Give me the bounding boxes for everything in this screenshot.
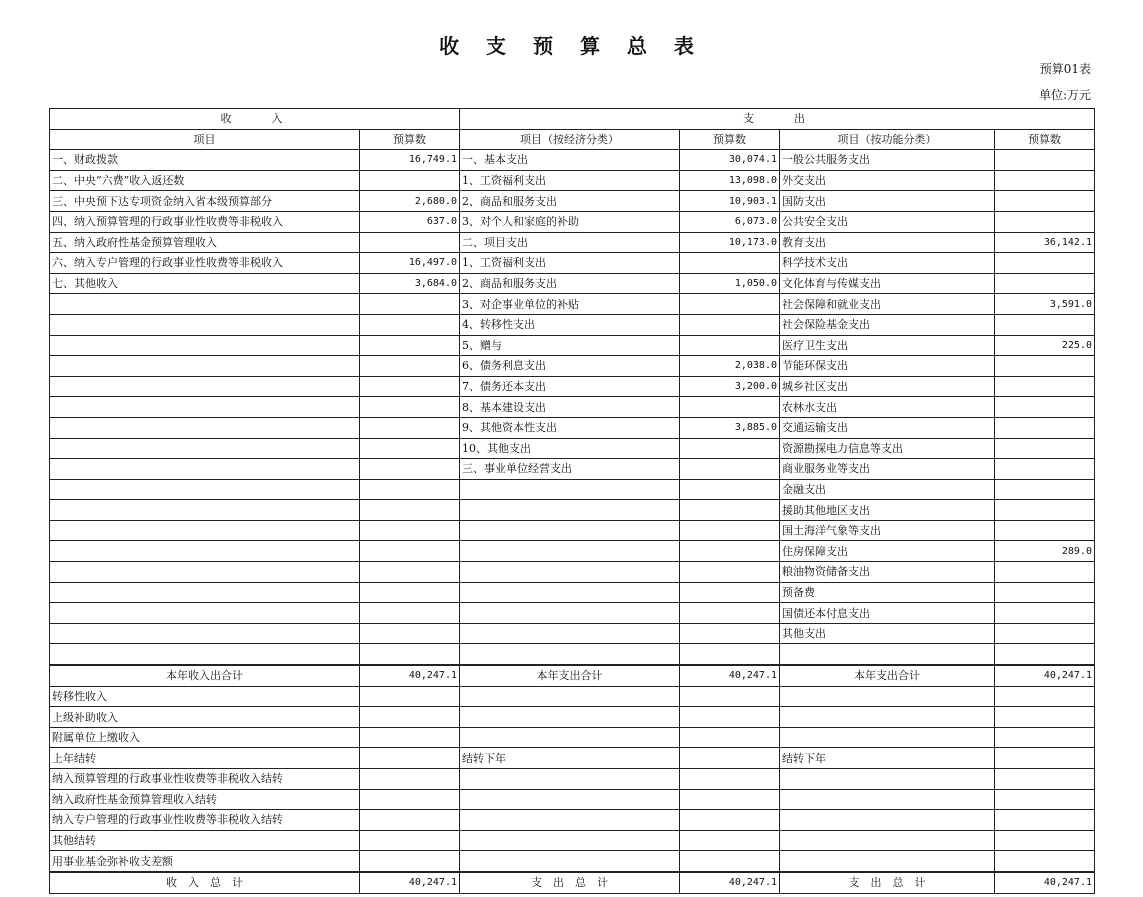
expense-func-budget-value — [995, 417, 1095, 438]
income-budget-value — [360, 397, 460, 418]
column-header-row — [50, 129, 1095, 150]
expense-func-budget-value — [995, 273, 1095, 294]
expense-econ-item-label — [460, 520, 680, 541]
table-row — [50, 686, 1095, 707]
table-row — [50, 356, 1095, 377]
expense-func-budget-value — [995, 562, 1095, 583]
table-row — [50, 314, 1095, 335]
expense-func-budget-value — [995, 479, 1095, 500]
table-row — [50, 294, 1095, 315]
expense-econ-item-label — [460, 644, 680, 665]
year-expense-func-total-label: 本年支出合计 — [780, 665, 995, 686]
unit-label: 单位:万元 — [1038, 88, 1091, 102]
expense-econ-item-label: 3、对企事业单位的补贴 — [460, 294, 680, 315]
expense-func-item-label: 教育支出 — [780, 232, 995, 253]
carry-fund-label: 纳入政府性基金预算管理收入结转 — [50, 789, 360, 810]
expense-func-item-label: 援助其他地区支出 — [780, 500, 995, 521]
income-budget-value — [360, 232, 460, 253]
expense-econ-budget-value — [680, 603, 780, 624]
table-row — [50, 232, 1095, 253]
expense-func-item-label: 预备费 — [780, 582, 995, 603]
affiliated-income-label: 附属单位上缴收入 — [50, 727, 360, 748]
income-item-label — [50, 438, 360, 459]
income-item-label — [50, 335, 360, 356]
table-row — [50, 830, 1095, 851]
fund-balance-label: 用事业基金弥补收支差额 — [50, 851, 360, 872]
expense-econ-item-label: 9、其他资本性支出 — [460, 417, 680, 438]
table-row — [50, 851, 1095, 872]
income-item-label — [50, 294, 360, 315]
expense-econ-item-label — [460, 500, 680, 521]
expense-econ-budget-value — [680, 541, 780, 562]
page-title: 收 支 预 算 总 表 — [439, 34, 704, 58]
expense-econ-item-label: 2、商品和服务支出 — [460, 191, 680, 212]
expense-func-item-label: 农林水支出 — [780, 397, 995, 418]
expense-func-item-label: 资源勘探电力信息等支出 — [780, 438, 995, 459]
income-budget-value — [360, 582, 460, 603]
carry-next-func-label: 结转下年 — [780, 748, 995, 769]
income-budget-value — [360, 459, 460, 480]
income-item-label — [50, 541, 360, 562]
expense-func-item-label: 国债还本付息支出 — [780, 603, 995, 624]
table-row — [50, 541, 1095, 562]
expense-econ-budget-value — [680, 479, 780, 500]
prior-carryover-label: 上年结转 — [50, 748, 360, 769]
table-row — [50, 789, 1095, 810]
income-budget-value — [360, 520, 460, 541]
carry-next-econ-label: 结转下年 — [460, 748, 680, 769]
income-budget-value — [360, 603, 460, 624]
grand-expense-func-total-value: 40,247.1 — [995, 872, 1095, 893]
grand-income-total-label: 收 入 总 计 — [50, 872, 360, 893]
expense-func-item-label: 公共安全支出 — [780, 211, 995, 232]
table-row — [50, 582, 1095, 603]
year-expense-econ-total-label: 本年支出合计 — [460, 665, 680, 686]
budget-table — [49, 108, 1095, 894]
income-budget-value — [360, 170, 460, 191]
grand-income-total-value: 40,247.1 — [360, 872, 460, 893]
income-budget-value — [360, 335, 460, 356]
table-row — [50, 211, 1095, 232]
income-budget-value: 2,680.0 — [360, 191, 460, 212]
expense-econ-item-label — [460, 603, 680, 624]
expense-func-budget-value — [995, 314, 1095, 335]
income-item-label: 一、财政拨款 — [50, 150, 360, 171]
grand-expense-econ-total-label: 支 出 总 计 — [460, 872, 680, 893]
expense-func-item-label: 国防支出 — [780, 191, 995, 212]
expense-econ-budget-value — [680, 644, 780, 665]
expense-econ-budget-value: 3,200.0 — [680, 376, 780, 397]
table-row — [50, 769, 1095, 790]
income-item-label — [50, 397, 360, 418]
expense-econ-budget-value — [680, 397, 780, 418]
income-budget-value — [360, 314, 460, 335]
table-row — [50, 707, 1095, 728]
expense-econ-budget-value: 10,173.0 — [680, 232, 780, 253]
expense-econ-item-label — [460, 562, 680, 583]
income-item-label — [50, 520, 360, 541]
year-total-row — [50, 665, 1095, 686]
income-item-label — [50, 623, 360, 644]
income-budget-value: 637.0 — [360, 211, 460, 232]
income-budget-value — [360, 562, 460, 583]
table-row — [50, 479, 1095, 500]
expense-econ-budget-value: 2,038.0 — [680, 356, 780, 377]
expense-func-budget-value: 289.0 — [995, 541, 1095, 562]
col-header-item: 项目 — [50, 129, 360, 150]
form-number: 预算01表 — [1039, 62, 1091, 76]
income-item-label — [50, 459, 360, 480]
table-row — [50, 810, 1095, 831]
section-header-row — [50, 109, 1095, 130]
expense-func-budget-value — [995, 191, 1095, 212]
grand-expense-func-total-label: 支 出 总 计 — [780, 872, 995, 893]
table-row — [50, 335, 1095, 356]
expense-func-item-label: 节能环保支出 — [780, 356, 995, 377]
expense-section-header: 支 出 — [460, 109, 1095, 130]
table-row — [50, 376, 1095, 397]
expense-econ-item-label: 7、债务还本支出 — [460, 376, 680, 397]
expense-econ-budget-value: 6,073.0 — [680, 211, 780, 232]
grand-expense-econ-total-value: 40,247.1 — [680, 872, 780, 893]
expense-econ-item-label: 3、对个人和家庭的补助 — [460, 211, 680, 232]
income-item-label — [50, 500, 360, 521]
expense-func-budget-value — [995, 603, 1095, 624]
carry-nontax-label: 纳入预算管理的行政事业性收费等非税收入结转 — [50, 769, 360, 790]
income-budget-value — [360, 438, 460, 459]
expense-econ-budget-value — [680, 335, 780, 356]
income-item-label: 六、纳入专户管理的行政事业性收费等非税收入 — [50, 253, 360, 274]
expense-econ-item-label: 二、项目支出 — [460, 232, 680, 253]
grand-total-row — [50, 872, 1095, 893]
expense-func-item-label: 医疗卫生支出 — [780, 335, 995, 356]
expense-econ-budget-value: 10,903.1 — [680, 191, 780, 212]
table-row — [50, 170, 1095, 191]
table-row — [50, 438, 1095, 459]
income-budget-value: 16,497.0 — [360, 253, 460, 274]
income-item-label — [50, 314, 360, 335]
income-item-label — [50, 582, 360, 603]
expense-econ-budget-value — [680, 314, 780, 335]
expense-func-item-label: 外交支出 — [780, 170, 995, 191]
expense-econ-item-label — [460, 623, 680, 644]
income-item-label: 四、纳入预算管理的行政事业性收费等非税收入 — [50, 211, 360, 232]
col-header-item-econ: 项目（按经济分类） — [460, 129, 680, 150]
income-item-label — [50, 562, 360, 583]
income-budget-value — [360, 376, 460, 397]
expense-func-budget-value — [995, 459, 1095, 480]
expense-econ-budget-value: 1,050.0 — [680, 273, 780, 294]
income-item-label — [50, 376, 360, 397]
expense-econ-budget-value — [680, 294, 780, 315]
year-income-total-label: 本年收入出合计 — [50, 665, 360, 686]
expense-func-budget-value — [995, 644, 1095, 665]
expense-econ-item-label: 5、赠与 — [460, 335, 680, 356]
income-budget-value: 16,749.1 — [360, 150, 460, 171]
expense-econ-budget-value — [680, 500, 780, 521]
income-budget-value — [360, 417, 460, 438]
expense-econ-budget-value: 13,098.0 — [680, 170, 780, 191]
expense-func-item-label: 社会保险基金支出 — [780, 314, 995, 335]
table-row — [50, 520, 1095, 541]
expense-func-item-label: 文化体育与传媒支出 — [780, 273, 995, 294]
expense-func-budget-value: 3,591.0 — [995, 294, 1095, 315]
expense-func-budget-value — [995, 150, 1095, 171]
year-expense-econ-total-value: 40,247.1 — [680, 665, 780, 686]
expense-func-budget-value — [995, 623, 1095, 644]
expense-func-budget-value — [995, 211, 1095, 232]
table-row — [50, 417, 1095, 438]
expense-econ-budget-value — [680, 459, 780, 480]
table-row — [50, 603, 1095, 624]
col-header-budget-econ: 预算数 — [680, 129, 780, 150]
expense-func-budget-value — [995, 520, 1095, 541]
table-row — [50, 500, 1095, 521]
expense-func-item-label — [780, 644, 995, 665]
table-row — [50, 150, 1095, 171]
expense-econ-item-label: 1、工资福利支出 — [460, 170, 680, 191]
income-budget-value — [360, 623, 460, 644]
expense-econ-budget-value: 3,885.0 — [680, 417, 780, 438]
expense-func-budget-value — [995, 397, 1095, 418]
expense-econ-item-label: 1、工资福利支出 — [460, 253, 680, 274]
table-row — [50, 623, 1095, 644]
table-row — [50, 253, 1095, 274]
superior-subsidy-label: 上级补助收入 — [50, 707, 360, 728]
expense-func-item-label: 粮油物资储备支出 — [780, 562, 995, 583]
expense-econ-item-label: 2、商品和服务支出 — [460, 273, 680, 294]
income-item-label — [50, 644, 360, 665]
expense-econ-item-label: 6、债务利息支出 — [460, 356, 680, 377]
col-header-item-func: 项目（按功能分类） — [780, 129, 995, 150]
table-row — [50, 397, 1095, 418]
table-row — [50, 459, 1095, 480]
expense-econ-item-label: 10、其他支出 — [460, 438, 680, 459]
income-budget-value — [360, 294, 460, 315]
transfer-income-label: 转移性收入 — [50, 686, 360, 707]
table-row — [50, 562, 1095, 583]
income-budget-value — [360, 356, 460, 377]
income-item-label — [50, 603, 360, 624]
year-expense-func-total-value: 40,247.1 — [995, 665, 1095, 686]
expense-func-budget-value — [995, 376, 1095, 397]
expense-econ-item-label: 4、转移性支出 — [460, 314, 680, 335]
expense-econ-budget-value: 30,074.1 — [680, 150, 780, 171]
expense-func-item-label: 其他支出 — [780, 623, 995, 644]
expense-func-budget-value — [995, 170, 1095, 191]
col-header-budget-func: 预算数 — [995, 129, 1095, 150]
expense-func-item-label: 住房保障支出 — [780, 541, 995, 562]
table-row — [50, 191, 1095, 212]
expense-func-budget-value — [995, 500, 1095, 521]
expense-func-item-label: 社会保障和就业支出 — [780, 294, 995, 315]
expense-econ-budget-value — [680, 438, 780, 459]
expense-econ-item-label — [460, 582, 680, 603]
income-item-label — [50, 479, 360, 500]
income-budget-value — [360, 479, 460, 500]
income-item-label: 七、其他收入 — [50, 273, 360, 294]
expense-func-item-label: 一般公共服务支出 — [780, 150, 995, 171]
expense-econ-budget-value — [680, 520, 780, 541]
expense-func-item-label: 科学技术支出 — [780, 253, 995, 274]
expense-econ-budget-value — [680, 253, 780, 274]
table-row — [50, 727, 1095, 748]
income-budget-value: 3,684.0 — [360, 273, 460, 294]
col-header-budget: 预算数 — [360, 129, 460, 150]
expense-econ-budget-value — [680, 562, 780, 583]
carry-other-label: 其他结转 — [50, 830, 360, 851]
income-section-header: 收 入 — [50, 109, 460, 130]
expense-func-budget-value — [995, 582, 1095, 603]
expense-func-budget-value — [995, 356, 1095, 377]
expense-func-budget-value — [995, 253, 1095, 274]
expense-econ-budget-value — [680, 623, 780, 644]
income-budget-value — [360, 500, 460, 521]
expense-func-budget-value: 225.0 — [995, 335, 1095, 356]
income-item-label: 五、纳入政府性基金预算管理收入 — [50, 232, 360, 253]
expense-func-item-label: 金融支出 — [780, 479, 995, 500]
income-budget-value — [360, 644, 460, 665]
expense-econ-item-label — [460, 479, 680, 500]
expense-econ-item-label — [460, 541, 680, 562]
income-item-label: 三、中央预下达专项资金纳入省本级预算部分 — [50, 191, 360, 212]
carry-special-label: 纳入专户管理的行政事业性收费等非税收入结转 — [50, 810, 360, 831]
table-row — [50, 644, 1095, 665]
expense-func-item-label: 国土海洋气象等支出 — [780, 520, 995, 541]
income-item-label: 二、中央“六费”收入返还数 — [50, 170, 360, 191]
expense-func-item-label: 交通运输支出 — [780, 417, 995, 438]
table-row — [50, 273, 1095, 294]
expense-func-budget-value: 36,142.1 — [995, 232, 1095, 253]
expense-econ-item-label: 一、基本支出 — [460, 150, 680, 171]
expense-econ-item-label: 三、事业单位经营支出 — [460, 459, 680, 480]
table-row — [50, 748, 1095, 769]
income-item-label — [50, 417, 360, 438]
expense-econ-budget-value — [680, 582, 780, 603]
income-budget-value — [360, 541, 460, 562]
income-item-label — [50, 356, 360, 377]
expense-func-item-label: 商业服务业等支出 — [780, 459, 995, 480]
expense-func-budget-value — [995, 438, 1095, 459]
expense-func-item-label: 城乡社区支出 — [780, 376, 995, 397]
year-income-total-value: 40,247.1 — [360, 665, 460, 686]
expense-econ-item-label: 8、基本建设支出 — [460, 397, 680, 418]
